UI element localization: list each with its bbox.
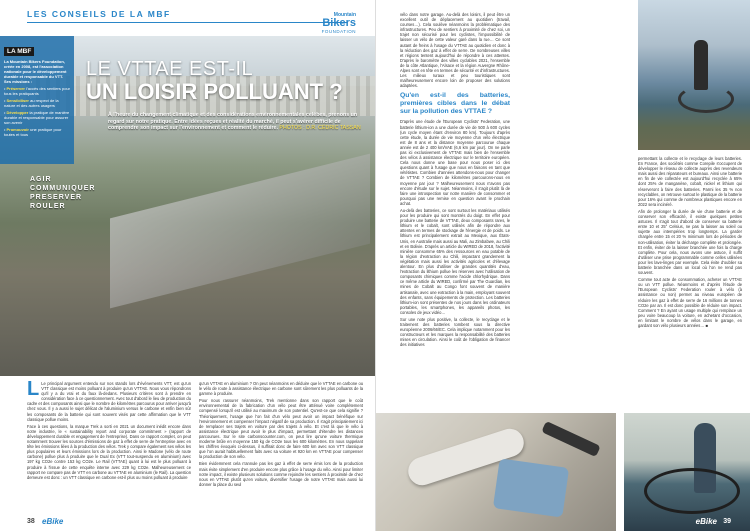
- logo-line3: FOUNDATION: [321, 29, 356, 34]
- left-body: [27, 378, 363, 489]
- photo-bike: [678, 85, 734, 113]
- section-rubric: LES CONSEILS DE LA MBF: [27, 9, 171, 19]
- magazine-logo-right: eBike: [695, 517, 717, 526]
- headline-line2: UN LOISIR POLLUANT ?: [86, 79, 343, 104]
- article-standfirst: [108, 112, 363, 132]
- standfirst-text: À l'heure du changement climatique et des considérations environnementales celèbes, prenons un regard sur notre pratique. Entre idées reçues et réalité du marché, il peut s'avérer difficile de comprendre son impact sur l'environnement et comment le réduire.: [108, 112, 358, 132]
- body-paragraph: Face à ces questions, la marque Trek a sorti en 2021 un document inédit encore dans notre industrie, le « sustainability report and corporate commitment » (rapport de développement durable et engagement de l'entreprise). Dans ce rapport complet, on peut notamment trouver les sources d'émissions de gaz à effet de serre de l'entreprise avec en tête les émissions liées à la production des vélos. Trek y compare également ses vélos les plus populaires et leurs émissions lors de la production. Ainsi le Madone (vélo de route carbone) pollue plus à produire que le Dual Ex (VTT tout-suspendu en aluminium) avec 197 kg CO2e contre 153 kg CO2e. Le Rail (VTTAE) quant à lui est le plus polluant à produire à l'issue de cette enquête interne avec 229 kg CO2e. Malheureusement ce rapport ne compare pas de VTT en carbone au VTTAE en aluminium (le Rail). La question demeure est donc : un VTT classique en carbone est-il plus ou moins polluant à produire: [27, 423, 191, 480]
- body-paragraph: Comme tout acte de consommation, acheter un VTTAE ou un VTT pollue. Néanmoins et d'après l'étude de l'European Cyclists' Federation rouler à vélo (à assistance ou non) permet au niveau européen de réduire les gaz à effet de serre de 16 millions de tonnes CO2e par an. Il est donc possible de réduire son impact. Comment ? En ayant un usage multiple qui remplace un peu voire beaucoup la voiture, en achetant d'occasion, en limitant le nombre de vélos dans le garage, en gardant son vélo plusieurs années… ■: [638, 277, 742, 328]
- drop-cap: L: [27, 378, 40, 400]
- photo-credit: PHOTOS : D.R. CÉDRIC TASSAN: [279, 125, 361, 132]
- info-bullet: • Préserver l'accès des sentiers pour tous les pratiquants: [4, 86, 71, 96]
- logo-line1: Mountain: [333, 12, 356, 18]
- photo-ebike: [644, 468, 740, 514]
- hero-trail: [110, 154, 370, 309]
- headline-line1: LE VTTAE EST-IL: [86, 58, 254, 80]
- page-number-left: 38: [27, 518, 35, 525]
- value-rouler: ROULER: [30, 203, 66, 210]
- body-paragraph: vélo dans notre garage. Au-delà des loisirs, il peut être un excellent outil de déplacement au quotidien (travail, courses…). Cela soulève néanmoins la problématique des infrastructures. Peu de sentiers à proximité de chez soi, un trajet non sécurisé pour les cyclistes, l'impossibilité de laisser un vélo de cette valeur garé dans la rue… Ce sont autant de freins à l'usage du VTTAE au quotidien et donc à la réduction des gaz à effet de serre. De nombreuses villes et régions tentent aujourd'hui de répondre à ces attentes. D'après le baromètre des villes cyclables 2021, l'ensemble de la côte Atlantique, l'Alsace et la région Auvergne Rhône-Alpes sont en tête en termes de sécurité et d'infrastructures. Les milieux ruraux et peu touristiques sont malheureusement encore loin de proposer des solutions adaptées.: [400, 12, 510, 89]
- magazine-logo-left: eBike: [42, 517, 64, 526]
- photo-tool: [541, 421, 600, 457]
- body-paragraph: L Le principal argument entendu sur nos stands lors d'événements VTT, est qu'un VTT classique est moins polluant à produire qu'un VTTAE. Nous vous répondrons qu'il y a du vrai et du faux là-dedans. Plusieurs critères sont à prendre en considération face à ce questionnement. Avec tout d'abord le lieu de production du cadre et des composants ainsi que le nombre de kilomètres parcourus pour arriver jusqu'à chez vous. Il y a aussi le sujet délicat de l'aluminium versus le carbone et enfin bien sûr les composants de la batterie qui sont souvent visés par cette affirmation que le VTT classique pollue moins.: [27, 378, 191, 422]
- photo-rider-lake: [638, 0, 750, 150]
- body-paragraph: Au-delà des batteries, ce sont surtout les matériaux utilisés pour les produire qui sont montrés du doigt. En effet pour produire une batterie de VTTAE, deux composants rares, le lithium et le cobalt, sont utilisés afin de répondre aux attentes en termes de stockage de l'énergie et de poids. Le lithium est principalement extrait au Mexique, aux États-Unis, en Australie mais aussi au Mali, au Zimbabwe, au Chili et en Bolivie. D'après un article du WIRED de 2018, l'activité minière consomme 65% des ressources en eau potable de la région d'extraction au Chili, impactant grandement la végétation mais aussi les activités agricoles et d'élevage alentour. En plus d'utiliser de grandes quantités d'eau, l'extraction du lithium pollue les réserves avec l'utilisation de composants chimiques comme l'acide chlorhydrique. Dans ce même article du WIRED, confirmé par The Guardian, les mines de Cobalt au Congo font souvent de manière artisanale, avec une extraction à la main, employant souvent des enfants, sans équipements de protection. Les batteries lithium-ion sont présentes de nos jours dans les ordinateurs portables, les smartphones, les appareils photos, les consoles de jeux vidéo…: [400, 208, 510, 315]
- body-paragraph: permettant la collecte et le recyclage de leurs batteries. En France, des sociétés comme Corepile s'occupent de développer le réseau de collecte auprès des revendeurs mais aussi des réparateurs et bureaux. Ainsi une batterie en fin de vie collectée est aujourd'hui recyclée à 65% dont 25% de manganèse, cobalt, nickel et lithium qui réserveront à faire des batteries. Parmi les 35 % non recyclables, on retrouve surtout le plastique de la batterie pour 16% qui comme de nombreux plastiques encore en 2022 sera incinéré.: [638, 156, 742, 207]
- right-column-2: [638, 156, 742, 330]
- mbf-values: [30, 175, 95, 211]
- body-paragraph: Bien évidemment cela n'annule pas les gaz à effet de serre émis lors de la production mais évite simplement d'en produire encore plus grâce à l'usage du vélo. Ainsi pour limiter notre impact, il existe plusieurs solutions comme rejoindre les sentiers à proximité de chez nous en VTTAE plutôt qu'en voiture, diversifier l'usage de notre VTTAE mais aussi lui donner la place du seul: [199, 461, 363, 487]
- mbf-info-box: [0, 36, 74, 164]
- value-agir: AGIR: [30, 176, 52, 183]
- photo-bike-parts: [376, 413, 616, 531]
- body-paragraph: qu'un VTTAE en aluminium ? On peut néanmoins en déduire que le VTTAE en carbone ou le vélo de route à assistance électrique en carbone sont sûrement les plus polluants de la gamme à produire.: [199, 381, 363, 397]
- info-bullet: • Promouvoir une pratique pour toutes et tous: [4, 127, 62, 137]
- value-communiquer: COMMUNIQUER: [30, 185, 96, 192]
- logo-line2: Bikers: [322, 17, 356, 29]
- body-paragraph: D'après une étude de l'European Cyclists' Federation, une batterie lithium-ion a une durée de vie de 500 à 600 cycles (un cycle moyen étant d'environ 80 km). Toujours d'après cette étude, la durée de vie moyenne d'un vélo électrique est de 8 ans et la distance moyenne parcourue chaque année est de 2 400 km/VAE (6,6 km par jour). On ne parle pas ici exclusivement de VTTAE mais bien de l'ensemble des vélos à assistance électrique sur le territoire européen. Cela nous donne une base pour nous poser ici des questions quant à l'usage que nous en faisons en tant que vététistes. Combien d'années attendons-nous pour changer de VTTAE ? Combien de kilomètres parcourons-nous en moyenne par jour ? Malheureusement nous n'avons pas encore d'étude sur le sujet. Néanmoins, il s'agit plutôt là de faire une introspection sur notre manière de consommer et pourquoi pas une remise en question avant le prochain achat.: [400, 119, 510, 206]
- right-page: [375, 0, 750, 531]
- photo-rider: [694, 40, 708, 90]
- section-subhead: Qu'en est-il des batteries, premières cibles dans le débat sur la pollution des VTTAE ?: [400, 92, 510, 116]
- right-column-1: [400, 12, 510, 350]
- photo-component: [493, 458, 569, 517]
- info-box-intro: La Mountain Bikers Foundation, créée en 2008, est l'association nationale pour le développement durable et responsable du VTT. Ses missions :: [4, 59, 67, 84]
- value-preserver: PRESERVER: [30, 194, 83, 201]
- page-number-right: 39: [723, 518, 731, 525]
- photo-workshop: [624, 413, 750, 531]
- left-column-2: [199, 381, 363, 489]
- body-paragraph: Pour nous rassurer néanmoins, Trek mentionne dans son rapport que le coût environnemental de la fabrication d'un vélo peut être atténué voire complètement compensé lorsqu'il est utilisé au maximum de son potentiel. Qu'est-ce que cela signifie ? Théoriquement, l'usage que l'on fait d'un vélo peut avoir un impact bénéfique sur l'environnement et compenser l'impact négatif de sa production. Il s'agit principalement ici de remplacer ses trajets en voiture par des trajets à vélo. Et c'est là que le vélo à assistance électrique peut avoir le plus d'impact, permettant d'étendre les distances parcourues. Sur le site carbonscounter.com, on peut lire qu'une voiture thermique moderne brûle en moyenne 150 kg de CO2e tous les 600 kilomètres. En nous rappelant les chiffres évoqués ci-dessus, il suffirait donc de faire 600 km avec son VTT classique que l'on aurait habituellement faits avec sa voiture et 920 km en VTTAE pour compenser la production de son vélo.: [199, 398, 363, 460]
- article-headline: [86, 58, 343, 105]
- info-bullet: • Développer la pratique de manière durable et responsable pour assurer son avenir: [4, 110, 70, 125]
- info-bullet: • Sensibiliser au respect de la nature et des autres usagers: [4, 98, 59, 108]
- body-paragraph: Sur une note plus positive, la collecte, le recyclage et le traitement des batteries tombent sous la directive européenne 2006/66/EC. Cela implique notamment pour les constructeurs et les marques la responsabilité des batteries mises en circulation. Ainsi le coût de l'obligation de financer des initiatives: [400, 316, 510, 348]
- mbf-logo: [286, 12, 356, 34]
- body-paragraph: Afin de prolonger la durée de vie d'une batterie et de conserver son efficacité, il existe quelques petites astuces. Il s'agit tout d'abord de conserver sa batterie entre 10 et 25° Celsius, ne pas la laisser au soleil ou sujette aux intempéries trop longtemps. La garder chargée entre 15 et 20 % minimum lors de périodes de non-utilisation, éviter la décharge complète et prolongée. Et enfin, éviter de la laisser branchée une fois la charge complète. Pour cela, nous avons une astuce, il suffit d'utiliser une prise programmable comme celles utilisées pour les lave-linges par exemple. Cela évite d'oublier sa batterie branchée dans un local où l'on ne rend pas souvent.: [638, 208, 742, 276]
- left-column-1: [27, 378, 191, 489]
- info-box-title: LA MBF: [4, 47, 34, 56]
